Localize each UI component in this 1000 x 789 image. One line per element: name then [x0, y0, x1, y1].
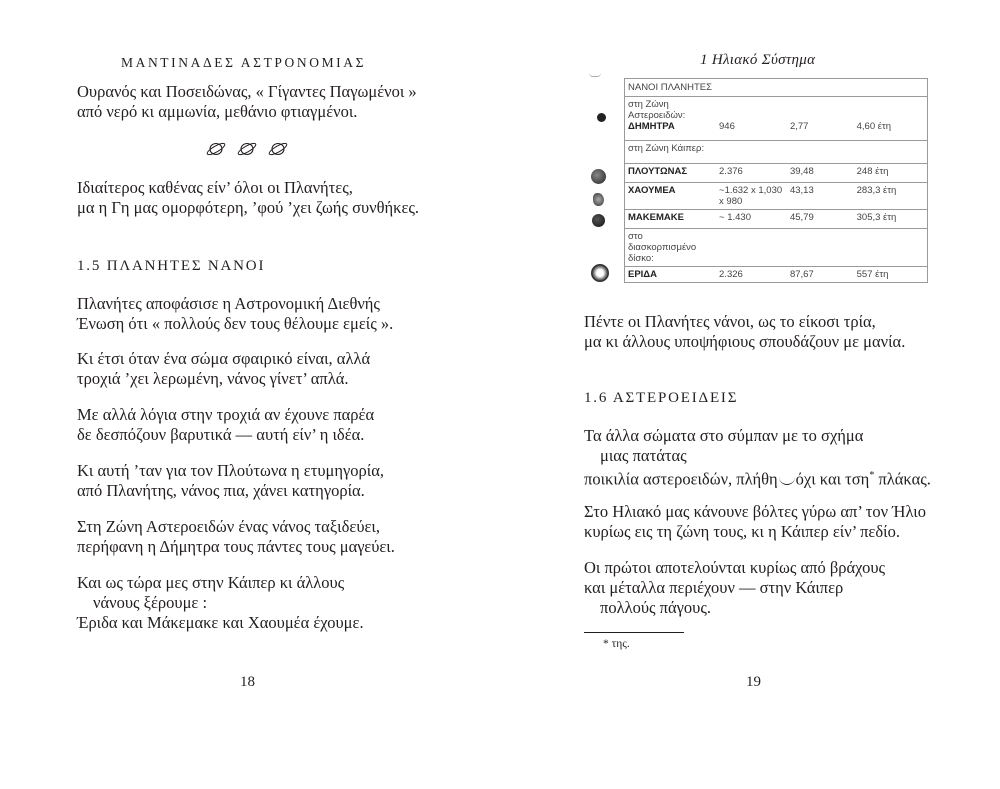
page-number: 18	[240, 674, 255, 690]
group-label-text: στο διασκορπισμένο δίσκο:	[628, 231, 697, 264]
pluto-icon	[591, 169, 606, 184]
footnote-marker: *	[869, 470, 875, 481]
distance-cell: 45,79	[787, 210, 854, 229]
verse-line: Κι αυτή ’ταν για τον Πλούτωνα η ετυμηγορία,	[77, 461, 384, 480]
verse-line: μα κι άλλους υποψήφιους σπουδάζουν με μανία.	[584, 332, 906, 351]
distance-cell: 87,67	[787, 267, 854, 283]
verse-line: Ουρανός και Ποσειδώνας, « Γίγαντες Παγωμένοι »	[77, 82, 417, 101]
verse-text: όχι και τση	[795, 469, 870, 489]
saturn-icon	[205, 140, 227, 158]
planet-name: ΠΛΟΥΤΩΝΑΣ	[625, 164, 717, 183]
period-cell: 283,3 έτη	[854, 183, 928, 210]
diameter-cell: ~1.632 x 1,030 x 980	[716, 183, 787, 210]
distance-cell: 39,48	[787, 164, 854, 183]
table-row	[625, 210, 928, 229]
verse-line: από Πλανήτης, νάνος πια, χάνει κατηγορία.	[77, 481, 365, 500]
diameter-cell: ~ 1.430	[716, 210, 787, 229]
verse-line: και μέταλλα περιέχουν — στην Κάιπερ	[584, 578, 844, 597]
verse-line: Και ως τώρα μες στην Κάιπερ κι άλλους	[77, 573, 345, 592]
verse-line: μα η Γη μας ομορφότερη, ’φού ’χει ζωής συνθήκες.	[77, 198, 420, 217]
diameter-cell: 946	[716, 97, 787, 141]
ceres-icon	[597, 113, 606, 122]
verse-line: Στο Ηλιακό μας κάνουνε βόλτες γύρω απ’ τον Ήλιο	[584, 502, 926, 521]
distance-cell: 43,13	[787, 183, 854, 210]
dwarf-planets-table	[624, 78, 928, 283]
group-label	[625, 229, 928, 267]
partial-planet-icon	[589, 73, 601, 77]
verse-line-indented: νάνους ξέρουμε :	[93, 593, 208, 612]
makemake-icon	[592, 214, 605, 227]
verse-line: Με αλλά λόγια στην τροχιά αν έχουνε παρέα	[77, 405, 375, 424]
saturn-ornament	[205, 140, 289, 158]
verse-line: Τα άλλα σώματα στο σύμπαν με το σχήμα	[584, 426, 864, 445]
saturn-icon	[236, 140, 258, 158]
verse-line-indented: πολλούς πάγους.	[600, 598, 712, 617]
group-label	[625, 97, 717, 141]
verse-line: κυρίως εις τη ζώνη τους, κι η Κάιπερ είν’ πεδίο.	[584, 522, 900, 541]
saturn-icon	[267, 140, 289, 158]
table-title: ΝΑΝΟΙ ΠΛΑΝΗΤΕΣ	[625, 79, 928, 97]
diameter-cell: 2.376	[716, 164, 787, 183]
planet-name: ΜΑΚΕΜΑΚΕ	[625, 210, 717, 229]
verse-line: Ένωση ότι « πολλούς δεν τους θέλουμε εμείς ».	[77, 314, 394, 333]
verse-line: από νερό κι αμμωνία, μεθάνιο φτιαγμένοι.	[77, 102, 358, 121]
verse-line: δε δεσπόζουν βαρυτικά — αυτή είν’ η ιδέα.	[77, 425, 365, 444]
table-row	[625, 267, 928, 283]
running-head: ΜΑΝΤΙΝΑΔΕΣ ΑΣΤΡΟΝΟΜΙΑΣ	[121, 55, 367, 70]
verse-line: Κι έτσι όταν ένα σώμα σφαιρικό είναι, αλλά	[77, 349, 371, 368]
table-title-row	[625, 79, 928, 97]
planet-name: ΧΑΟΥΜΕΑ	[625, 183, 717, 210]
right-page	[500, 0, 1000, 789]
verse-line: Πλανήτες αποφάσισε η Αστρονομική Διεθνής	[77, 294, 380, 313]
table-row	[625, 164, 928, 183]
verse-text: ποικιλία αστεροειδών, πλήθη	[584, 469, 778, 489]
period-cell: 305,3 έτη	[854, 210, 928, 229]
table-row	[625, 183, 928, 210]
verse-line: τροχιά ’χει λερωμένη, νάνος γίνετ’ απλά.	[77, 369, 349, 388]
table-row	[625, 97, 928, 141]
verse-line: Στη Ζώνη Αστεροειδών ένας νάνος ταξιδεύει,	[77, 517, 380, 536]
group-label: στη Ζώνη Κάιπερ:	[625, 141, 928, 164]
verse-line: Έριδα και Μάκεμακε και Χαουμέα έχουμε.	[77, 613, 364, 632]
haumea-icon	[593, 193, 604, 206]
diameter-cell: 2.326	[716, 267, 787, 283]
footnote: * της.	[603, 638, 630, 650]
verse-line: Πέντε οι Πλανήτες νάνοι, ως το είκοσι τρία,	[584, 312, 876, 331]
page-number: 19	[746, 674, 761, 690]
period-cell: 557 έτη	[854, 267, 928, 283]
group-row	[625, 229, 928, 267]
footnote-rule	[584, 632, 684, 633]
verse-line: Ιδιαίτερος καθένας είν’ όλοι οι Πλανήτες,	[77, 178, 353, 197]
distance-cell: 2,77	[787, 97, 854, 141]
period-cell: 4,60 έτη	[854, 97, 928, 141]
ligature-mark	[779, 476, 795, 485]
group-label-text: στη Ζώνη Αστεροειδών:	[628, 99, 686, 121]
running-head: 1 Ηλιακό Σύστημα	[700, 52, 816, 68]
verse-text: πλάκας.	[874, 469, 931, 489]
period-cell: 248 έτη	[854, 164, 928, 183]
verse-line: περήφανη η Δήμητρα τους πάντες τους μαγεύει.	[77, 537, 395, 556]
verse-line: Οι πρώτοι αποτελούνται κυρίως από βράχους	[584, 558, 886, 577]
verse-line	[584, 466, 931, 490]
group-row	[625, 141, 928, 164]
section-heading: 1.5 ΠΛΑΝΗΤΕΣ ΝΑΝΟΙ	[77, 258, 266, 274]
section-heading: 1.6 ΑΣΤΕΡΟΕΙΔΕΙΣ	[584, 390, 739, 406]
verse-line-indented: μιας πατάτας	[600, 446, 687, 465]
planet-name: ΔΗΜΗΤΡΑ	[628, 121, 675, 132]
planet-name: ΕΡΙΔΑ	[625, 267, 717, 283]
eris-icon	[591, 264, 609, 282]
